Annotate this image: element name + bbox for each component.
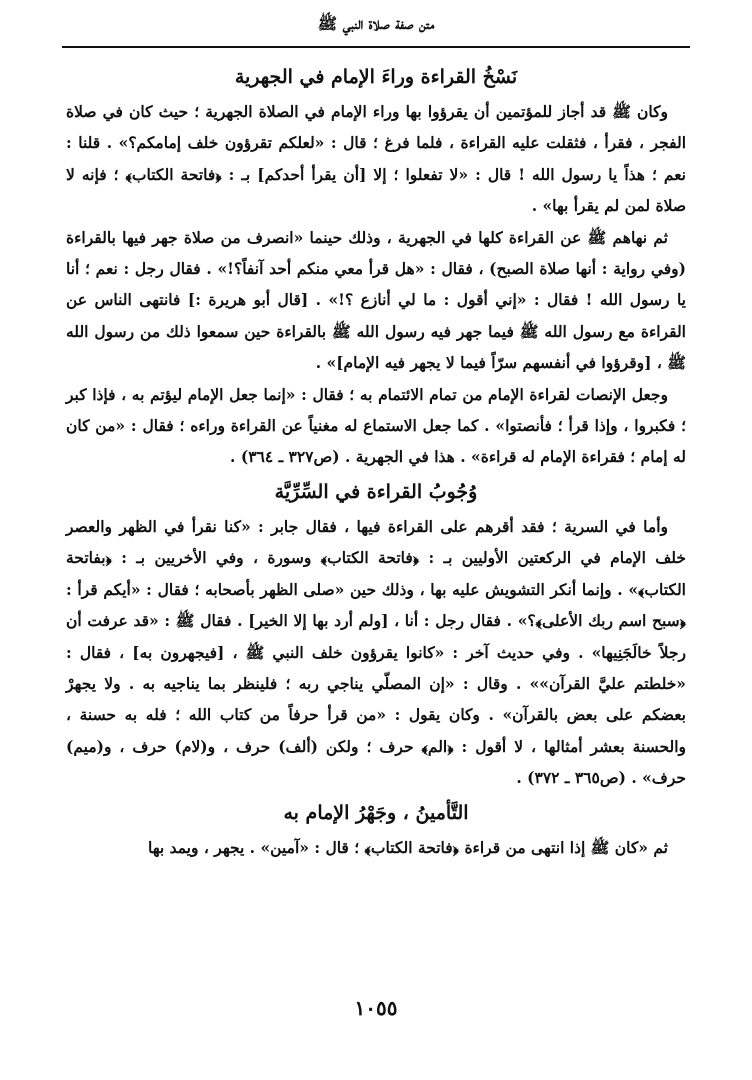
paragraph: وكان ﷺ قد أجاز للمؤتمين أن يقرؤوا بها وراء الإمام في الصلاة الجهرية ؛ حيث كان في صلاة الفجر ، فقرأ ، فثقلت عليه القراءة ، فلما فرغ ؛ قال : «لعلكم تقرؤون خلف إمامكم؟» . قلنا : نعم ؛ هذاً يا رسول الله ! قال : «لا تفعلوا ؛ إلا [أن يقرأ أحدكم] بـ : ﴿فاتحة الكتاب﴾ ؛ فإنه لا صلاة لمن لم يقرأ بها» . bbox=[66, 102, 686, 216]
section-heading: وُجُوبُ القراءة في السِّرِّيَّة bbox=[274, 480, 478, 503]
header-rule bbox=[62, 46, 690, 48]
running-title: متن صفة صلاة النبي ﷺ bbox=[317, 14, 435, 33]
page-number: ١٠٥٥ bbox=[354, 996, 398, 1020]
paragraph: ثم نهاهم ﷺ عن القراءة كلها في الجهرية ، وذلك حينما «انصرف من صلاة جهر فيها بالقراءة (وفي رواية : أنها صلاة الصبح) ، فقال : «هل قرأ معي منكم أحد آنفاً؟!» . فقال رجل : نعم ؛ أنا يا رسول الله ! فقال : «إني أقول : ما لي أنازع ؟!» . [قال أبو هريرة :] فانتهى الناس عن القراءة مع رسول الله ﷺ فيما جهر فيه رسول الله ﷺ بالقراءة حين سمعوا ذلك من رسول الله ﷺ ، [وقرؤوا في أنفسهم سرّاً فيما لا يجهر فيه الإمام]» . bbox=[66, 227, 686, 373]
paragraph: ثم «كان ﷺ إذا انتهى من قراءة ﴿فاتحة الكتاب﴾ ؛ قال : «آمين» . يجهر ، ويمد بها bbox=[148, 837, 668, 857]
section-heading: نَسْخُ القراءة وراءَ الإمام في الجهرية bbox=[234, 66, 518, 88]
paragraph: وجعل الإنصات لقراءة الإمام من تمام الائتمام به ؛ فقال : «إنما جعل الإمام ليؤتم به ، فإذا كبر ؛ فكبروا ، وإذا قرأ ؛ فأنصتوا» . كما جعل الاستماع له مغنياً عن القراءة وراءه ؛ فقال : «من كان له إمام ؛ فقراءة الإمام له قراءة» . هذا في الجهرية . (ص٣٢٧ ـ ٣٦٤) . bbox=[66, 384, 686, 467]
section-heading: التَّأمينُ ، وجَهْرُ الإمام به bbox=[283, 801, 469, 824]
page-body bbox=[66, 58, 686, 863]
paragraph: وأما في السرية ؛ فقد أقرهم على القراءة فيها ، فقال جابر : «كنا نقرأ في الظهر والعصر خلف الإمام في الركعتين الأوليين بـ : ﴿فاتحة الكتاب﴾ وسورة ، وفي الأخريين بـ : ﴿بفاتحة الكتاب﴾» . وإنما أنكر التشويش عليه بها ، وذلك حين «صلى الظهر بأصحابه ؛ فقال : «أيكم قرأ : ﴿سبح اسم ربك الأعلى﴾؟» . فقال رجل : أنا ، [ولم أرد بها إلا الخير] . فقال ﷺ : «قد عرفت أن رجلاً خالَجَنِيها» . وفي حديث آخر : «كانوا يقرؤون خلف النبي ﷺ ، [فيجهرون به] ، فقال : «خلطتم عليَّ القرآن»» . وقال : «إن المصلّي يناجي ربه ؛ فلينظر بما يناجيه به . ولا يجهرْ بعضكم على بعض بالقرآن» . وكان يقول : «من قرأ حرفاً من كتاب الله ؛ فله به حسنة ، والحسنة بعشر أمثالها ، لا أقول : ﴿الم﴾ حرف ؛ ولكن (ألف) حرف ، و(لام) حرف ، و(ميم) حرف» . (ص٣٦٥ ـ ٣٧٢) . bbox=[66, 516, 686, 788]
